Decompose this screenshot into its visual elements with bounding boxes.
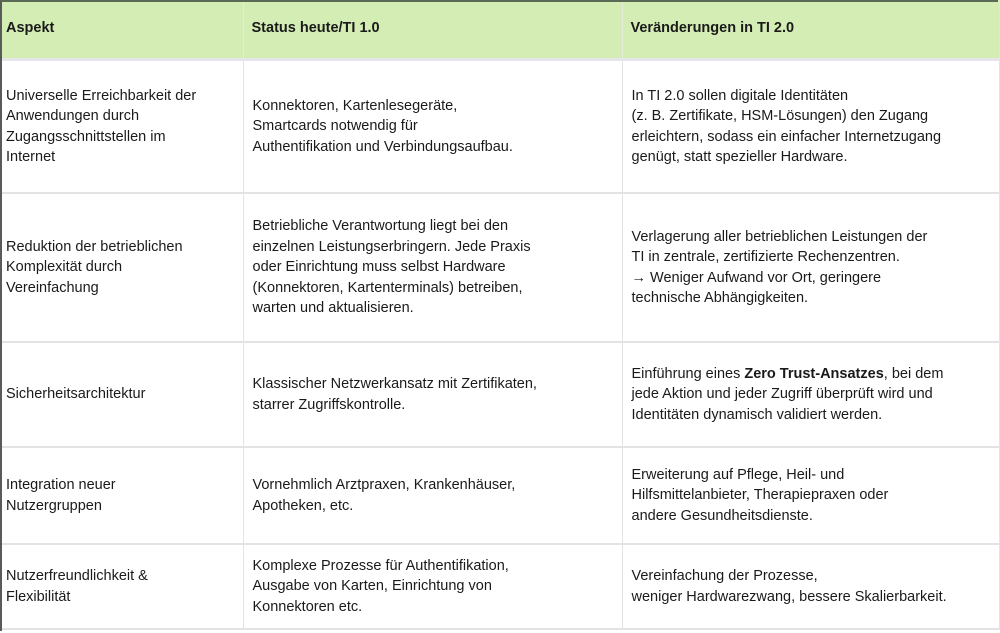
text-segment: Einführung eines — [631, 365, 745, 382]
text-line: Nutzergruppen — [6, 497, 102, 514]
text-line: Nutzerfreundlichkeit & — [6, 568, 148, 584]
text-line: Flexibilität — [6, 588, 71, 605]
text-line: TI in zentrale, zertifizierte Rechenzentren. — [631, 249, 900, 265]
text-line: Erweiterung auf Pflege, Heil- und — [631, 466, 845, 483]
text-line: Betriebliche Verantwortung liegt bei den — [252, 218, 509, 235]
header-status: Status heute/TI 1.0 — [243, 0, 622, 60]
text-line: Konnektoren etc. — [252, 598, 363, 615]
text-line: Vornehmlich Arztpraxen, Krankenhäuser, — [252, 477, 516, 493]
text-line: (z. B. Zertifikate, HSM-Lösungen) den Zugang — [631, 108, 929, 124]
text-line: Komplexität durch — [6, 259, 123, 276]
text-line: erleichtern, sodass ein einfacher Internetzugang — [631, 128, 942, 145]
text-line: einzelnen Leistungserbringern. Jede Praxis — [252, 238, 531, 255]
text-line: Hilfsmittelanbieter, Therapiepraxen oder — [631, 487, 889, 504]
text-segment: , bei dem — [883, 365, 944, 382]
text-line: Anwendungen durch — [6, 108, 140, 124]
text-line: Reduktion der betrieblichen — [6, 238, 183, 255]
header-changes: Veränderungen in TI 2.0 — [622, 0, 1000, 60]
text-line: Authentifikation und Verbindungsaufbau. — [252, 138, 513, 155]
text-line: Integration neuer — [6, 477, 116, 493]
text-line: Vereinfachung — [6, 279, 99, 296]
text-line: Identitäten dynamisch validiert werden. — [631, 406, 883, 423]
emphasis-zero-trust: Zero Trust-Ansatzes — [744, 365, 884, 382]
text-line: Klassischer Netzwerkansatz mit Zertifikaten, — [252, 376, 537, 392]
text-line: Smartcards notwendig für — [252, 118, 418, 135]
text-line: technische Abhängigkeiten. — [631, 290, 809, 306]
text-line: oder Einrichtung muss selbst Hardware — [252, 259, 506, 276]
text-line: Vereinfachung der Prozesse, — [631, 568, 818, 584]
text-line: Universelle Erreichbarkeit der — [6, 87, 197, 104]
text-line: warten und aktualisieren. — [252, 300, 414, 317]
text-line: weniger Hardwarezwang, bessere Skalierbarkeit. — [631, 588, 947, 605]
text-line: Verlagerung aller betrieblichen Leistungen der — [631, 228, 928, 245]
text-line: Sicherheitsarchitektur — [6, 386, 146, 403]
text-line: jede Aktion und jeder Zugriff überprüft wird und — [631, 386, 933, 403]
text-line: Apotheken, etc. — [252, 497, 354, 514]
text-line: Zugangsschnittstellen im — [6, 128, 166, 145]
header-aspect: Aspekt — [0, 0, 243, 60]
text-line: (Konnektoren, Kartenterminals) betreiben, — [252, 279, 523, 296]
text-line: Ausgabe von Karten, Einrichtung von — [252, 578, 492, 595]
text-line: → Weniger Aufwand vor Ort, geringere — [631, 269, 882, 286]
text-line: Komplexe Prozesse für Authentifikation, — [252, 557, 509, 574]
text-line: Konnektoren, Kartenlesegeräte, — [252, 97, 458, 114]
text-line: In TI 2.0 sollen digitale Identitäten — [631, 87, 849, 104]
text-line: andere Gesundheitsdienste. — [631, 507, 813, 524]
text-line: Internet — [6, 149, 56, 165]
text-line: genügt, statt spezieller Hardware. — [631, 149, 848, 165]
text-line: starrer Zugriffskontrolle. — [252, 396, 406, 413]
